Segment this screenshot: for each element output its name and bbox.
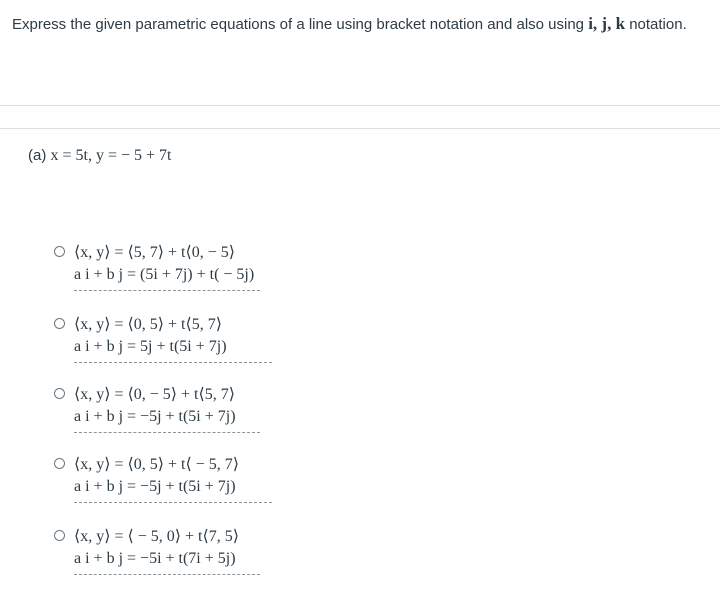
option-bracket-line: ⟨x, y⟩ = ⟨5, 7⟩ + t⟨0, − 5⟩ — [74, 244, 235, 261]
option-text — [74, 454, 239, 498]
part-a-equation: x = 5t, y = − 5 + 7t — [50, 147, 172, 164]
option-ijk-line: a i + b j = (5i + 7j) + t( − 5j) — [74, 266, 255, 283]
option-ijk-line: a i + b j = 5j + t(5i + 7j) — [74, 338, 227, 355]
option-text — [74, 526, 239, 570]
option-text — [74, 314, 227, 358]
radio-button[interactable] — [54, 458, 65, 469]
option-bracket-line: ⟨x, y⟩ = ⟨0, 5⟩ + t⟨ − 5, 7⟩ — [74, 456, 239, 473]
question-text — [12, 14, 687, 34]
option-text — [74, 242, 254, 286]
option-text — [74, 384, 236, 428]
option-bracket-line: ⟨x, y⟩ = ⟨ − 5, 0⟩ + t⟨7, 5⟩ — [74, 528, 239, 545]
option-underline — [74, 574, 260, 576]
part-a-label — [28, 147, 172, 165]
option-bracket-line: ⟨x, y⟩ = ⟨0, − 5⟩ + t⟨5, 7⟩ — [74, 386, 235, 403]
question-text-before: Express the given parametric equations of a line using bracket notation and also using — [12, 16, 589, 33]
option-bracket-line: ⟨x, y⟩ = ⟨0, 5⟩ + t⟨5, 7⟩ — [74, 316, 222, 333]
radio-button[interactable] — [54, 530, 65, 541]
option-underline — [74, 502, 272, 504]
part-a-tag: (a) — [28, 147, 47, 164]
option-ijk-line: a i + b j = −5j + t(5i + 7j) — [74, 478, 236, 495]
divider-bottom — [0, 128, 720, 129]
radio-button[interactable] — [54, 318, 65, 329]
question-ijk: i, j, k — [588, 14, 626, 33]
radio-button[interactable] — [54, 246, 65, 257]
option-underline — [74, 362, 272, 364]
option-ijk-line: a i + b j = −5j + t(5i + 7j) — [74, 408, 236, 425]
option-ijk-line: a i + b j = −5i + t(7i + 5j) — [74, 550, 236, 567]
question-text-after: notation. — [625, 16, 687, 33]
option-underline — [74, 432, 260, 434]
option-underline — [74, 290, 260, 292]
radio-button[interactable] — [54, 388, 65, 399]
divider-top — [0, 105, 720, 106]
